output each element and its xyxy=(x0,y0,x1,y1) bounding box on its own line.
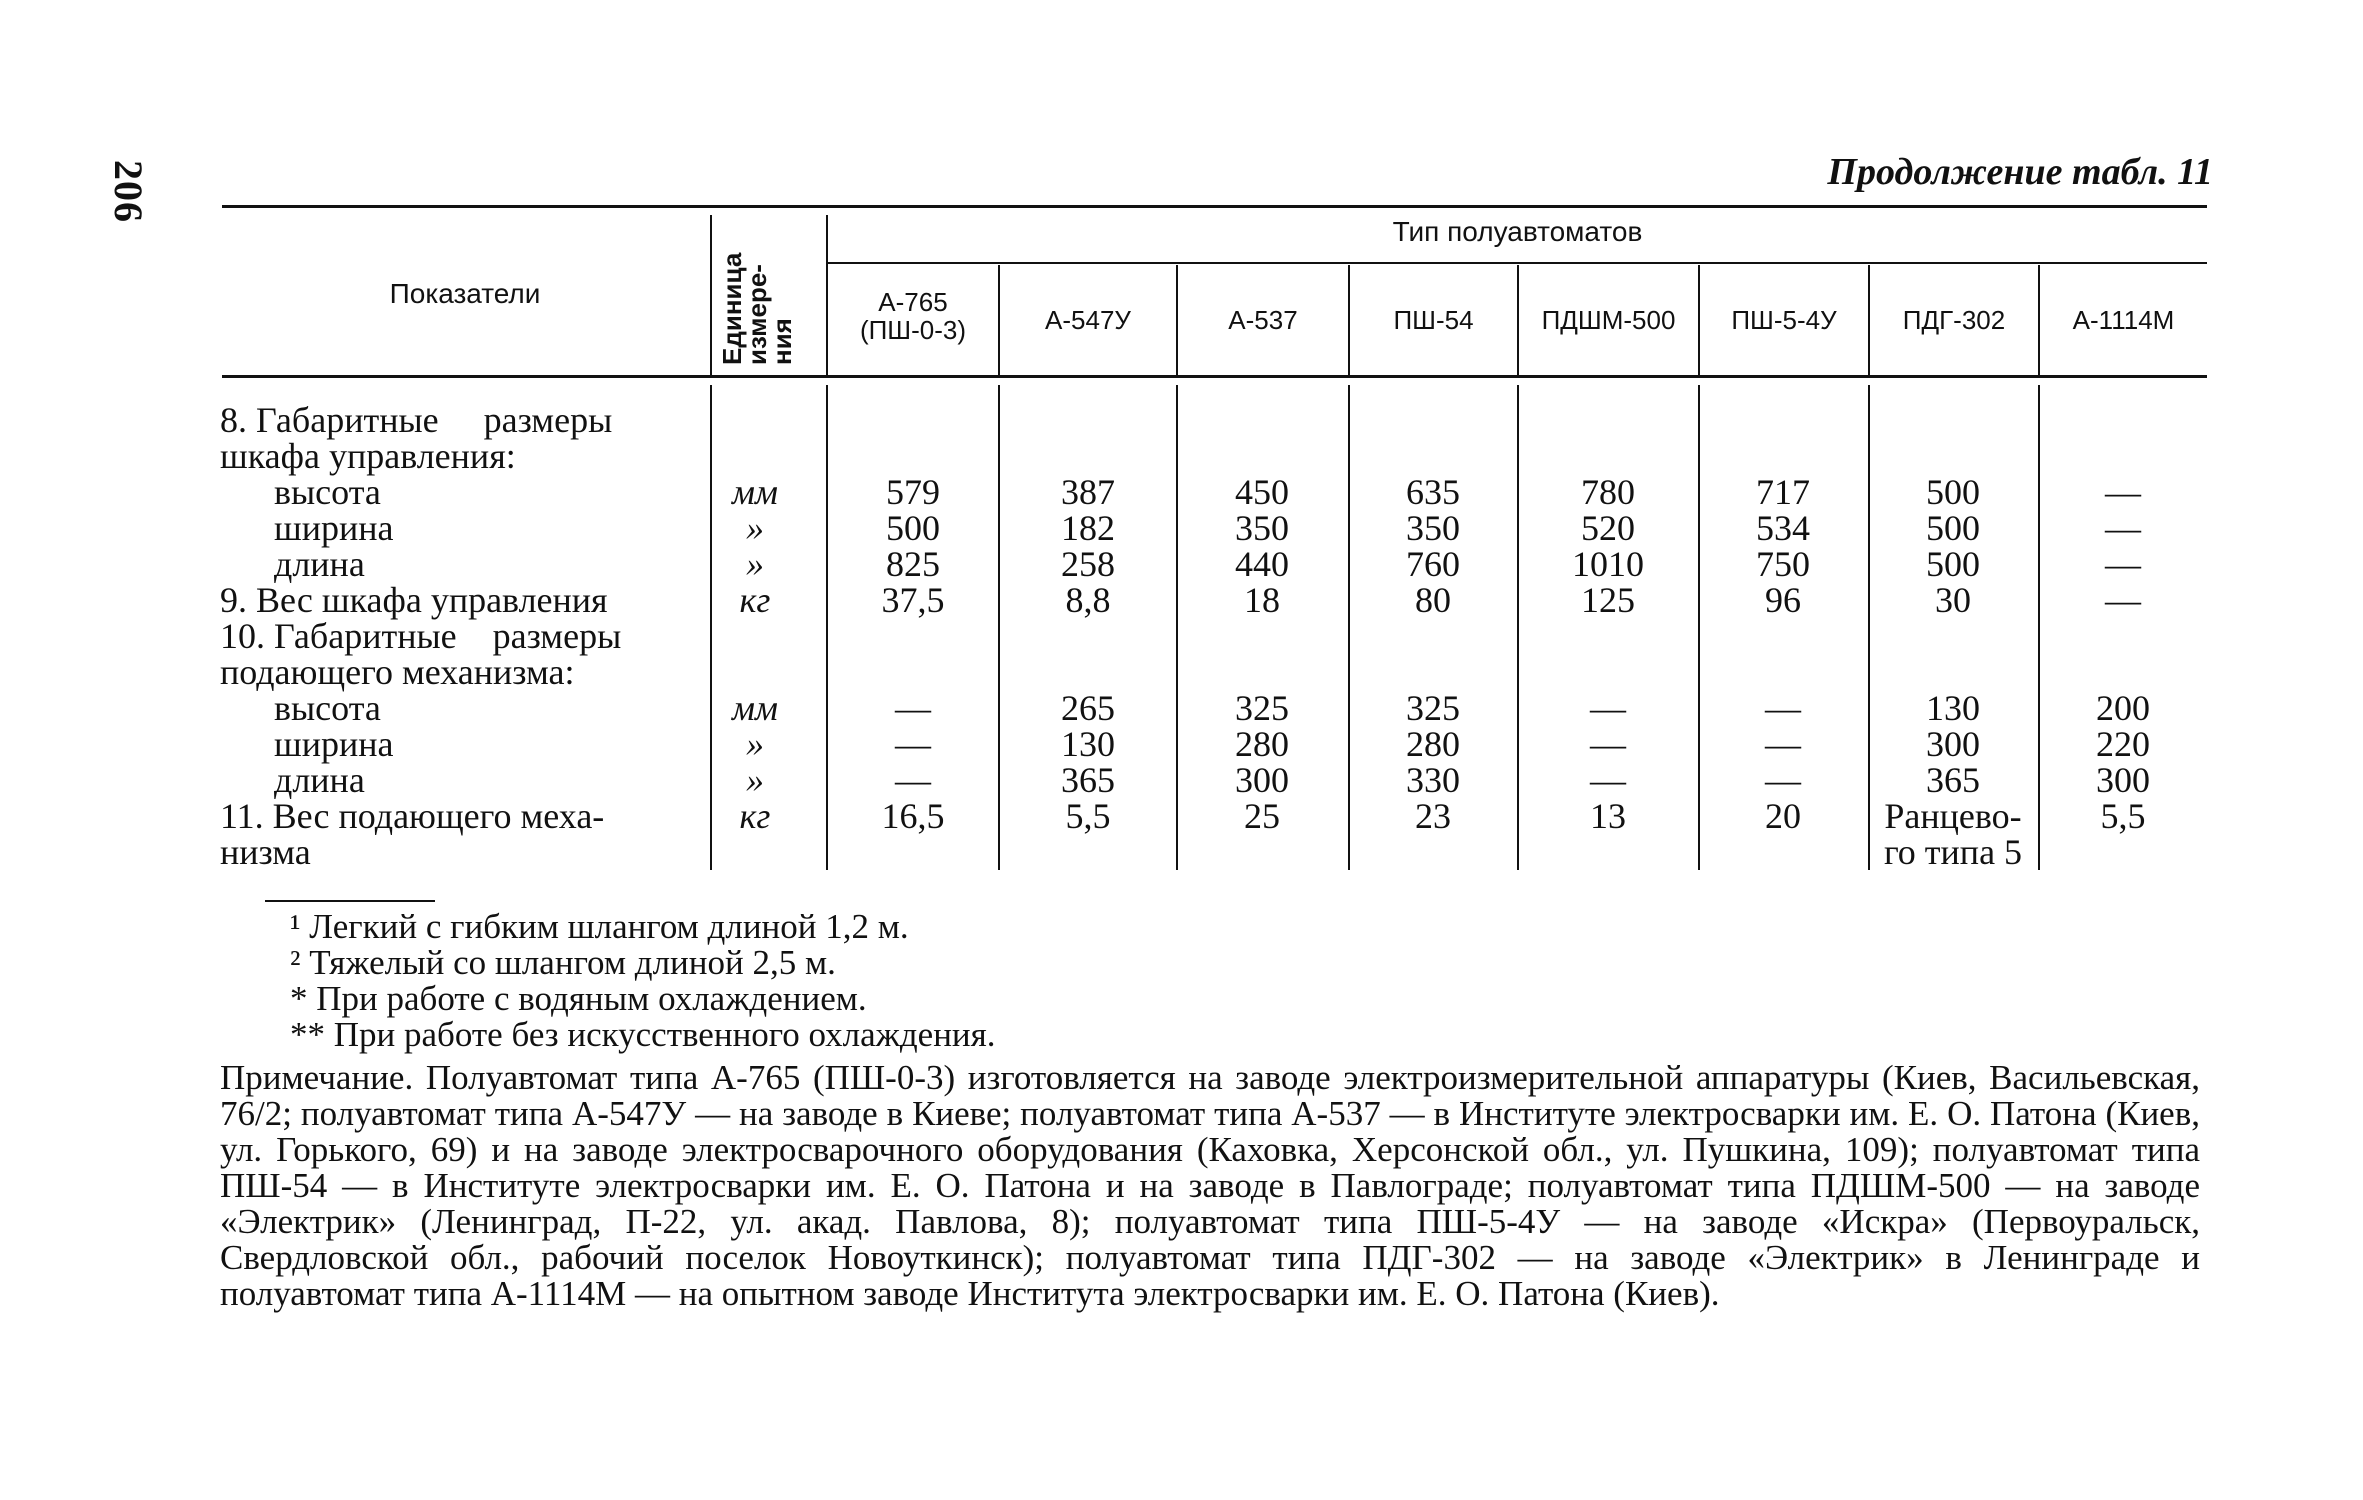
type-header: ПШ-54 xyxy=(1393,305,1474,335)
table-cell: 258 xyxy=(1061,544,1115,584)
table-cell: 325 xyxy=(1406,688,1460,728)
footnote-separator xyxy=(265,900,435,902)
table-cell: 16,5 xyxy=(881,796,945,836)
table-cell: 8,8 xyxy=(1065,580,1111,620)
table-cell: 825 xyxy=(886,544,940,584)
table-cell: 300 xyxy=(2096,760,2150,800)
table-cell: 350 xyxy=(1235,508,1289,548)
table-cell: 760 xyxy=(1406,544,1460,584)
body-divider xyxy=(1868,385,1870,870)
table-cell: 182 xyxy=(1061,508,1115,548)
footnote: ² Тяжелый со шлангом длиной 2,5 м. xyxy=(290,943,836,982)
table-cell: 200 xyxy=(2096,688,2150,728)
table-cell: — xyxy=(2105,544,2141,584)
table-cell: 13 xyxy=(1590,796,1626,836)
row-label: длина xyxy=(220,760,365,800)
group-header-rule xyxy=(828,262,2207,264)
table-cell: 500 xyxy=(1926,544,1980,584)
table-cell: 365 xyxy=(1926,760,1980,800)
table-cell: 130 xyxy=(1926,688,1980,728)
table-cell: 30 xyxy=(1935,580,1971,620)
table-cell: 96 xyxy=(1765,580,1801,620)
row-unit: » xyxy=(746,544,764,584)
table-cell: — xyxy=(895,724,931,764)
row-label: высота xyxy=(220,472,381,512)
table-top-rule xyxy=(222,205,2207,208)
row-label: 10. Габаритные размеры xyxy=(220,616,622,656)
table-cell: 37,5 xyxy=(881,580,945,620)
table-cell: 130 xyxy=(1061,724,1115,764)
table-cell: 500 xyxy=(1926,472,1980,512)
row-label: 11. Вес подающего меха- xyxy=(220,796,605,836)
table-cell: — xyxy=(895,760,931,800)
footnote: ** При работе без искусственного охлаждения. xyxy=(290,1015,996,1054)
body-divider xyxy=(2038,385,2040,870)
table-cell: 500 xyxy=(1926,508,1980,548)
type-header: ПДГ-302 xyxy=(1902,305,2006,335)
header-divider xyxy=(710,215,712,375)
table-cell: 5,5 xyxy=(1065,796,1111,836)
row-label: низма xyxy=(220,832,311,872)
table-cell: го типа 5 xyxy=(1883,832,2023,872)
type-header: ПДШМ-500 xyxy=(1541,305,1676,335)
table-cell: — xyxy=(1765,688,1801,728)
table-cell: — xyxy=(2105,508,2141,548)
type-group-header: Тип полуавтоматов xyxy=(1392,216,1643,247)
table-cell: 440 xyxy=(1235,544,1289,584)
header-bottom-rule xyxy=(222,375,2207,378)
body-divider xyxy=(1698,385,1700,870)
table-cell: 750 xyxy=(1756,544,1810,584)
row-unit: мм xyxy=(732,688,778,728)
row-label: ширина xyxy=(220,508,394,548)
table-cell: 265 xyxy=(1061,688,1115,728)
row-label: длина xyxy=(220,544,365,584)
row-label: 9. Вес шкафа управления xyxy=(220,580,608,620)
table-cell: 18 xyxy=(1244,580,1280,620)
table-cell: 300 xyxy=(1926,724,1980,764)
note-paragraph: Примечание. Полуавтомат типа А-765 (ПШ-0-3) изготовляется на заводе электроизмерительной аппаратуры (Киев, Васильевская, 76/2; полуавтомат типа А-547У — на заводе в Киеве; полуавтомат типа А-537 — в Институте электросварки им. Е. О. Патона (Киев, ул. Горького, 69) и на заводе электросварочного оборудования (Каховка, Херсонской обл., ул. Пушкина, 109); полуавтомат типа ПШ-54 — в Институте электросварки им. Е. О. Патона и на заводе в Павлограде; полуавтомат типа ПДШМ-500 — на заводе «Электрик» (Ленинград, П-22, ул. акад. Павлова, 8); полуавтомат типа ПШ-5-4У — на заводе «Искра» (Первоуральск, Свердловской обл., рабочий поселок Новоуткинск); полуавтомат типа ПДГ-302 — на заводе «Электрик» в Ленинграде и полуавтомат типа А-1114М — на опытном заводе Института электросварки им. Е. О. Патона (Киев). xyxy=(220,1058,2200,1313)
table-cell: 520 xyxy=(1581,508,1635,548)
body-divider xyxy=(826,385,828,870)
page-number: 206 xyxy=(106,160,151,223)
row-label: 8. Габаритные размеры xyxy=(220,400,613,440)
table-cell: 220 xyxy=(2096,724,2150,764)
type-header: А-765 (ПШ-0-3) xyxy=(859,287,967,345)
table-cell: 80 xyxy=(1415,580,1451,620)
table-cell: 635 xyxy=(1406,472,1460,512)
body-divider xyxy=(998,385,1000,870)
type-header: А-1114М xyxy=(2072,305,2175,335)
table-cell: 330 xyxy=(1406,760,1460,800)
table-cell: 350 xyxy=(1406,508,1460,548)
row-unit: кг xyxy=(739,796,771,836)
table-cell: 23 xyxy=(1415,796,1451,836)
table-cell: — xyxy=(2105,580,2141,620)
unit-header xyxy=(717,195,797,365)
table-continuation-caption: Продолжение табл. 11 xyxy=(1827,151,2213,193)
table-cell: 387 xyxy=(1061,472,1115,512)
row-unit: кг xyxy=(739,580,771,620)
indicators-header: Показатели xyxy=(389,278,541,309)
table-cell: 500 xyxy=(886,508,940,548)
type-header: А-537 xyxy=(1228,305,1298,335)
row-label: шкафа управления: xyxy=(220,436,516,476)
row-label: высота xyxy=(220,688,381,728)
table-cell: — xyxy=(1590,688,1626,728)
table-cell: 1010 xyxy=(1572,544,1644,584)
table-cell: 5,5 xyxy=(2100,796,2146,836)
table-cell: — xyxy=(1765,724,1801,764)
row-unit: мм xyxy=(732,472,778,512)
table-cell: 579 xyxy=(886,472,940,512)
body-divider xyxy=(1348,385,1350,870)
table-cell: 717 xyxy=(1756,472,1810,512)
footnote: * При работе с водяным охлаждением. xyxy=(290,979,867,1018)
type-header: ПШ-5-4У xyxy=(1731,305,1837,335)
table-cell: 20 xyxy=(1765,796,1801,836)
table-cell: 780 xyxy=(1581,472,1635,512)
row-label: ширина xyxy=(220,724,394,764)
table-cell: — xyxy=(1590,760,1626,800)
unit-header-line: Единица xyxy=(717,252,747,365)
table-cell: 280 xyxy=(1406,724,1460,764)
row-unit: » xyxy=(746,724,764,764)
table-cell: 300 xyxy=(1235,760,1289,800)
table-cell: 534 xyxy=(1756,508,1810,548)
table-cell: — xyxy=(2105,472,2141,512)
unit-header-line: измере- xyxy=(742,264,772,365)
table-cell: 125 xyxy=(1581,580,1635,620)
footnote: ¹ Легкий с гибким шлангом длиной 1,2 м. xyxy=(290,907,909,946)
row-unit: » xyxy=(746,760,764,800)
table-cell: 450 xyxy=(1235,472,1289,512)
table-cell: — xyxy=(895,688,931,728)
body-divider xyxy=(1517,385,1519,870)
row-label: подающего механизма: xyxy=(220,652,575,692)
table-cell: — xyxy=(1590,724,1626,764)
table-cell: — xyxy=(1765,760,1801,800)
table-cell: 365 xyxy=(1061,760,1115,800)
row-unit: » xyxy=(746,508,764,548)
type-header: А-547У xyxy=(1045,305,1131,335)
body-divider xyxy=(1176,385,1178,870)
unit-header-line: ния xyxy=(767,318,797,365)
table-cell: Ранцево- xyxy=(1884,796,2022,836)
table-cell: 280 xyxy=(1235,724,1289,764)
table-cell: 325 xyxy=(1235,688,1289,728)
table-cell: 25 xyxy=(1244,796,1280,836)
